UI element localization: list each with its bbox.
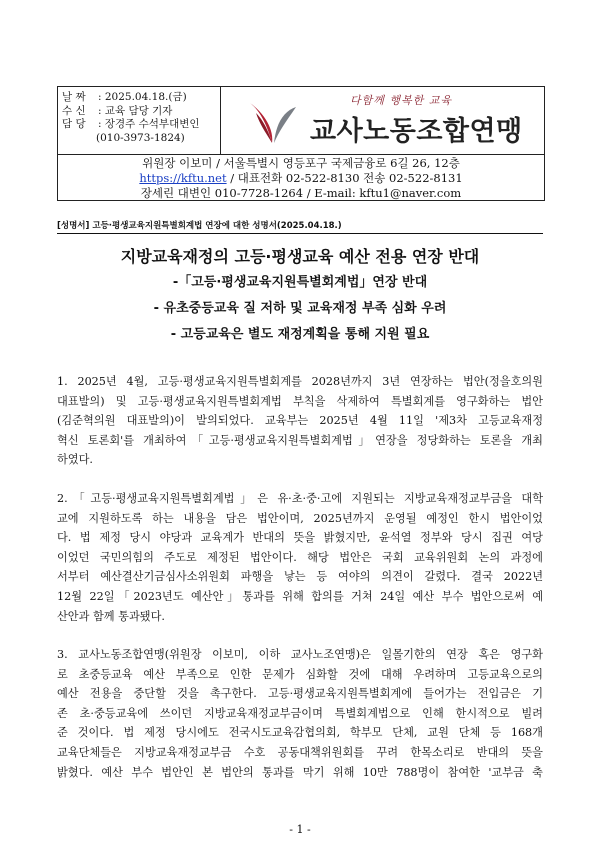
paragraph-2 xyxy=(57,489,543,626)
paragraph-line: 대표발의) 및 고등·평생교육지원특별회계법 부칙을 삭제하여 특별회계를 영구화하는 법안 xyxy=(57,394,543,408)
subtitle-1: -「고등·평생교육지원특별회계법」연장 반대 xyxy=(172,275,428,290)
meta-contact-key: 담 당 xyxy=(62,118,86,130)
subtitle-3: - 고등교육은 별도 재정계획을 통해 지원 필요 xyxy=(170,327,430,342)
paragraph-line: 밝혔다. 예산 부수 법안인 본 법안의 통과를 막기 위해 10만 788명이 참여한 '교부금 축 xyxy=(57,765,543,779)
paragraph-line: 예산 전용을 중단할 것을 촉구한다. 고등·평생교육지원특별회계에 들어가는 전입금은 기 xyxy=(57,687,543,701)
release-meta xyxy=(58,87,221,154)
leaf-logo-icon xyxy=(244,99,302,147)
meta-recipient-row xyxy=(62,105,220,119)
website-link[interactable]: https://kftu.net xyxy=(139,171,227,185)
subtitle-2: - 유초중등교육 질 저하 및 교육재정 부족 심화 우려 xyxy=(153,301,447,316)
union-slogan: 다함께 행복한 교육 xyxy=(350,94,453,107)
meta-contact-value: : 장경주 수석부대변인 xyxy=(98,118,200,130)
paragraph-line: (김준혁의원 대표발의)이 발의되었다. 교육부는 2025년 4월 11일 '제3차 고등교육재정 xyxy=(57,414,543,428)
spokesperson-line: 장세린 대변인 010-7728-1264 / E-mail: kftu1@naver.com xyxy=(140,186,462,200)
paragraph-3 xyxy=(57,645,543,782)
statement-title: 지방교육재정의 고등·평생교육 예산 전용 연장 반대 xyxy=(120,247,480,266)
meta-contact-phone: (010-3973-1824) xyxy=(96,131,185,144)
paragraph-line: 로 초중등교육 예산 부족으로 인한 문제가 심화할 것에 대해 우려하며 고등교육으로의 xyxy=(57,667,543,681)
paragraph-line: 혁신 토론회'를 개최하여「고등·평생교육지원특별회계법」연장을 정당화하는 토론을 개최 xyxy=(57,433,543,447)
paragraph-line: 교에 지원하도록 하는 내용을 담은 법안이며, 2025년까지 운영될 예정인 한시 법안이었 xyxy=(57,511,543,525)
paragraph-line: 2.「고등·평생교육지원특별회계법」은 유·초·중·고에 지원되는 지방교육재정교부금을 대학 xyxy=(57,492,543,505)
meta-recipient-key: 수 신 xyxy=(62,104,86,117)
meta-recipient-value: : 교육 담당 기자 xyxy=(98,104,173,117)
paragraph-line: 준 것이다. 법 제정 당시에도 전국시도교육감협의회, 학부모 단체, 교원 단체 등 168개 xyxy=(57,726,543,740)
paragraph-line: 서부터 예산결산기금심사소위원회 파행을 낳는 등 여야의 의견이 갈렸다. 결국 2022년 xyxy=(57,570,543,584)
paragraph-line: 3. 교사노동조합연맹(위원장 이보미, 이하 교사노조연맹)은 일몰기한의 연장 혹은 영구화 xyxy=(57,648,543,661)
phone-fax-text: / 대표전화 02-522-8130 전송 02-522-8131 xyxy=(226,171,463,185)
union-name: 교사노동조합연맹 xyxy=(310,116,523,147)
address-line: 위원장 이보미 / 서울특별시 영등포구 국제금융로 6길 26, 12층 xyxy=(142,156,460,170)
web-phone-line xyxy=(58,171,544,186)
press-release-header xyxy=(57,86,545,201)
page-number: - 1 - xyxy=(289,823,311,836)
paragraph-line: 교육단체들은 지방교육재정교부금 수호 공동대책위원회를 꾸려 한목소리로 반대의 뜻을 xyxy=(57,745,543,759)
paragraph-line: 존 초·중등교육에 쓰이던 지방교육재정교부금이며 특별회계법으로 인해 한시적으로 빌려 xyxy=(57,706,543,720)
paragraph-line: 12월 22일「2023년도 예산안」통과를 위해 합의를 거쳐 24일 예산 부수 법안으로써 예 xyxy=(57,589,543,603)
statement-tag: [성명서] 고등·평생교육지원특별회계법 연장에 대한 성명서(2025.04.18.) xyxy=(57,221,342,231)
union-logo xyxy=(222,87,544,154)
meta-date-row xyxy=(62,91,220,105)
meta-phone-row xyxy=(62,132,220,146)
divider xyxy=(57,233,543,234)
meta-date-value: : 2025.04.18.(금) xyxy=(98,91,187,103)
paragraph-line: 1. 2025년 4월, 고등·평생교육지원특별회계를 2028년까지 3년 연장하는 법안(정을호의원 xyxy=(57,375,543,388)
paragraph-1 xyxy=(57,372,543,470)
meta-date-key: 날 짜 xyxy=(62,91,86,103)
paragraph-line: 하였다. xyxy=(57,453,93,467)
paragraph-line: 다. 법 제정 당시 야당과 교육계가 반대의 뜻을 밝혔지만, 윤석열 정부와 당시 집권 여당 xyxy=(57,531,543,545)
paragraph-line: 이었던 국민의힘의 주도로 제정된 법안이다. 해당 법안은 국회 교육위원회 논의 과정에 xyxy=(57,550,543,564)
header-top-row xyxy=(58,87,544,155)
meta-contact-row xyxy=(62,118,220,132)
contact-block xyxy=(58,155,544,201)
paragraph-line: 산안과 함께 통과됐다. xyxy=(57,609,165,623)
